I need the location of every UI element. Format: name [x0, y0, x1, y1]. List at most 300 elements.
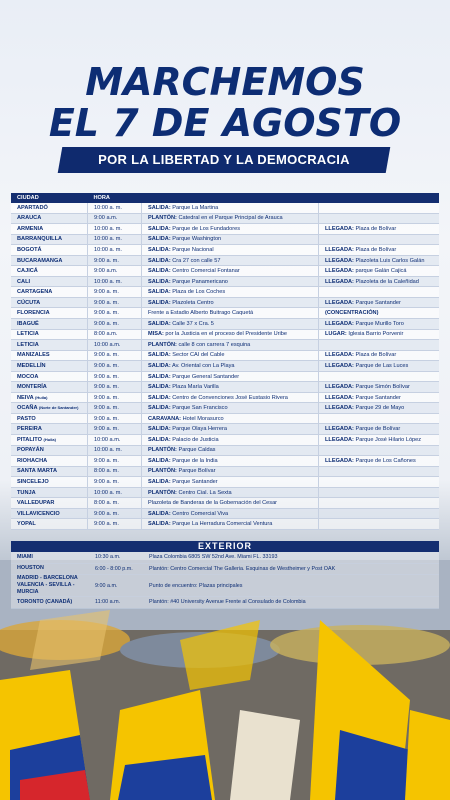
city-cell — [11, 255, 88, 266]
start-cell — [142, 319, 319, 330]
city-cell — [11, 435, 88, 446]
start-place: Parque Santander — [172, 478, 218, 485]
start-cell — [142, 255, 319, 266]
end-cell — [319, 203, 440, 213]
time-cell: 10:00 a. m. — [88, 276, 142, 287]
end-cell — [319, 487, 440, 498]
start-cell — [142, 361, 319, 372]
start-cell — [142, 519, 319, 530]
city-name: PEREIRA — [17, 426, 42, 433]
start-cell — [142, 266, 319, 277]
time-cell: 9:00 a. m. — [88, 477, 142, 488]
end-cell — [319, 519, 440, 530]
city-cell — [11, 445, 88, 456]
table-row — [11, 213, 439, 224]
exterior-time: 6:00 - 8:00 p.m. — [89, 563, 143, 575]
city-name: SANTA MARTA — [17, 468, 57, 475]
start-cell — [142, 297, 319, 308]
end-place: Plaza de Bolívar — [355, 352, 397, 359]
start-place: Hotel Morasurco — [182, 415, 224, 422]
table-row — [11, 319, 439, 330]
start-place: Parque San Francisco — [172, 405, 228, 412]
city-name: MANIZALES — [17, 352, 50, 359]
end-label: LLEGADA: — [325, 436, 354, 443]
end-place: Parque Santander — [355, 299, 401, 306]
table-row — [11, 456, 439, 467]
city-cell — [11, 382, 88, 393]
start-place: Parque Nacional — [172, 246, 214, 253]
exterior-city: HOUSTON — [11, 563, 89, 575]
city-cell — [11, 340, 88, 351]
end-label: LLEGADA: — [325, 405, 354, 412]
time-cell: 10:00 a.m. — [88, 340, 142, 351]
end-place: parque Galán Cajicá — [355, 268, 407, 275]
table-row — [11, 350, 439, 361]
city-cell — [11, 403, 88, 414]
table-row — [11, 203, 439, 213]
city-cell — [11, 245, 88, 256]
city-name: IBAGUÉ — [17, 320, 39, 327]
start-place: Parque La Herradura Comercial Ventura — [172, 521, 273, 528]
time-cell: 9:00 a. m. — [88, 424, 142, 435]
start-place: Parque de la India — [172, 457, 218, 464]
city-name: FLORENCIA — [17, 310, 50, 317]
table-row — [11, 329, 439, 340]
table-row — [11, 245, 439, 256]
exterior-row — [11, 552, 439, 563]
time-cell: 10:00 a. m. — [88, 203, 142, 213]
city-cell — [11, 297, 88, 308]
city-cell — [11, 498, 88, 509]
title-line-2: EL 7 DE AGOSTO — [48, 101, 402, 145]
subtitle-banner — [58, 147, 391, 173]
end-cell — [319, 477, 440, 488]
start-place: por la Justicia en el proceso del Presidente Uribe — [165, 331, 287, 338]
schedule-rows — [11, 203, 439, 529]
city-name: CARTAGENA — [17, 289, 53, 296]
time-cell: 9:00 a.m. — [88, 213, 142, 224]
city-note: (Huila) — [35, 394, 48, 400]
start-cell — [142, 245, 319, 256]
end-cell — [319, 329, 440, 340]
exterior-section — [11, 541, 439, 609]
table-row — [11, 519, 439, 530]
start-label: PLANTÓN: — [148, 215, 177, 222]
time-cell: 10:00 a. m. — [88, 234, 142, 245]
table-row — [11, 308, 439, 319]
start-cell — [142, 392, 319, 403]
city-cell — [11, 508, 88, 519]
city-cell — [11, 234, 88, 245]
end-label: LLEGADA: — [325, 384, 354, 391]
end-place: Plaza de Bolívar — [355, 225, 397, 232]
city-cell — [11, 350, 88, 361]
city-name: LETICIA — [17, 341, 39, 348]
start-label: PLANTÓN: — [148, 447, 177, 454]
city-name: MONTERÍA — [17, 384, 47, 391]
start-cell — [142, 329, 319, 340]
end-place: Iglesia Barrio Porvenir — [348, 331, 404, 338]
city-cell — [11, 413, 88, 424]
start-label: SALIDA: — [148, 289, 171, 296]
start-place: calle 8 con carrera 7 esquina — [178, 341, 251, 348]
time-cell: 9:00 a. m. — [88, 287, 142, 298]
start-label: SALIDA: — [148, 225, 171, 232]
end-label: LLEGADA: — [325, 257, 354, 264]
title-line-1: MARCHEMOS — [85, 60, 365, 104]
start-place: Plaza María Varilla — [172, 384, 219, 391]
start-cell — [142, 340, 319, 351]
end-cell — [319, 498, 440, 509]
end-cell — [319, 340, 440, 351]
start-place: Parque Washington — [172, 236, 222, 243]
start-place: Centro de Convenciones José Eustasio Rivera — [172, 394, 288, 401]
start-label: SALIDA: — [148, 426, 171, 433]
end-label: LLEGADA: — [325, 352, 354, 359]
time-cell: 10:00 a.m. — [88, 435, 142, 446]
start-place: Parque Panamericano — [172, 278, 228, 285]
start-label: SALIDA: — [148, 394, 171, 401]
start-label: SALIDA: — [148, 384, 171, 391]
exterior-row — [11, 563, 439, 575]
city-name: PITALITO — [17, 436, 42, 443]
end-place: Parque Murillo Toro — [355, 320, 404, 327]
start-cell — [142, 435, 319, 446]
start-place: Centro Cial. La Sexta — [178, 489, 232, 496]
city-cell — [11, 308, 88, 319]
start-label: SALIDA: — [148, 362, 171, 369]
city-name: CAJICÁ — [17, 268, 38, 275]
end-place: Plazoleta de la Caleñidad — [355, 278, 419, 285]
city-cell — [11, 361, 88, 372]
city-name: RIOHACHA — [17, 457, 48, 464]
column-header-end — [319, 193, 440, 203]
exterior-place: Plaza Colombia 6805 SW 52nd Ave. Miami FL. 33193 — [143, 552, 439, 563]
table-header-row — [11, 193, 439, 203]
start-cell — [142, 203, 319, 213]
city-cell — [11, 519, 88, 530]
table-row — [11, 445, 439, 456]
end-cell — [319, 392, 440, 403]
time-cell: 9:00 a. m. — [88, 361, 142, 372]
city-cell — [11, 266, 88, 277]
end-cell — [319, 361, 440, 372]
start-label: SALIDA: — [148, 510, 171, 517]
start-place: Calle 37 x Cra. 5 — [172, 320, 214, 327]
city-name: MEDELLÍN — [17, 362, 46, 369]
city-name: POPAYÁN — [17, 447, 44, 454]
page-title — [0, 62, 450, 144]
exterior-place: Punto de encuentro: Plazas principales — [143, 575, 439, 597]
city-name: OCAÑA — [17, 405, 38, 412]
city-cell — [11, 477, 88, 488]
start-place: Palacio de Justicia — [172, 436, 219, 443]
city-cell — [11, 213, 88, 224]
end-label: LLEGADA: — [325, 299, 354, 306]
start-place: Parque General Santander — [172, 373, 240, 380]
end-cell — [319, 287, 440, 298]
end-label: LLEGADA: — [325, 457, 354, 464]
city-cell — [11, 203, 88, 213]
exterior-table — [11, 552, 439, 609]
end-cell — [319, 308, 440, 319]
end-cell — [319, 350, 440, 361]
city-name: CÚCUTA — [17, 299, 41, 306]
start-cell — [142, 456, 319, 467]
time-cell: 9:00 a. m. — [88, 297, 142, 308]
start-place: Parque La Martina — [172, 204, 219, 211]
time-cell: 8:00 a.m. — [88, 329, 142, 340]
time-cell: 8:00 a. m. — [88, 498, 142, 509]
start-cell — [142, 382, 319, 393]
start-label: SALIDA: — [148, 352, 171, 359]
end-cell — [319, 435, 440, 446]
start-cell — [142, 498, 319, 509]
column-header-city: CIUDAD — [11, 193, 88, 203]
exterior-row — [11, 597, 439, 609]
end-cell — [319, 424, 440, 435]
exterior-time: 11:00 a.m. — [89, 597, 143, 609]
end-cell — [319, 382, 440, 393]
time-cell: 9:00 a. m. — [88, 413, 142, 424]
end-place: Parque de Las Luces — [355, 362, 409, 369]
end-label: LLEGADA: — [325, 362, 354, 369]
time-cell: 9:00 a. m. — [88, 508, 142, 519]
column-header-start — [142, 193, 319, 203]
start-cell — [142, 403, 319, 414]
start-label: SALIDA: — [148, 478, 171, 485]
start-cell — [142, 308, 319, 319]
start-cell — [142, 445, 319, 456]
city-cell — [11, 456, 88, 467]
city-name: APARTADÓ — [17, 204, 48, 211]
time-cell: 9:00 a.m. — [88, 266, 142, 277]
time-cell: 9:00 a. m. — [88, 392, 142, 403]
table-row — [11, 403, 439, 414]
time-cell: 10:00 a. m. — [88, 487, 142, 498]
end-cell — [319, 413, 440, 424]
time-cell: 9:00 a. m. — [88, 319, 142, 330]
table-row — [11, 413, 439, 424]
end-cell — [319, 508, 440, 519]
start-label: CARAVANA: — [148, 415, 182, 422]
end-place: Plazoleta Luis Carlos Galán — [355, 257, 425, 264]
end-place: Parque Santander — [355, 394, 401, 401]
table-row — [11, 266, 439, 277]
exterior-heading: EXTERIOR — [11, 541, 439, 552]
end-cell — [319, 319, 440, 330]
city-name: SINCELEJO — [17, 478, 49, 485]
time-cell: 9:00 a. m. — [88, 350, 142, 361]
table-row — [11, 382, 439, 393]
end-cell — [319, 297, 440, 308]
end-cell — [319, 445, 440, 456]
table-row — [11, 487, 439, 498]
time-cell: 10:00 a. m. — [88, 245, 142, 256]
end-cell — [319, 266, 440, 277]
time-cell: 9:00 a. m. — [88, 255, 142, 266]
schedule-table — [11, 193, 439, 530]
end-cell — [319, 456, 440, 467]
time-cell: 9:00 a. m. — [88, 519, 142, 530]
table-row — [11, 234, 439, 245]
end-place: Parque Simón Bolívar — [355, 384, 410, 391]
time-cell: 9:00 a. m. — [88, 308, 142, 319]
city-cell — [11, 487, 88, 498]
start-label: SALIDA: — [148, 236, 171, 243]
start-place: Parque Olaya Herrera — [172, 426, 227, 433]
exterior-time: 9:00 a.m. — [89, 575, 143, 597]
start-label: PLANTÓN: — [148, 341, 177, 348]
start-cell — [142, 224, 319, 235]
end-cell — [319, 276, 440, 287]
table-row — [11, 435, 439, 446]
end-cell — [319, 403, 440, 414]
start-label: SALIDA: — [148, 457, 171, 464]
end-cell — [319, 466, 440, 477]
table-row — [11, 498, 439, 509]
start-place: Plazoleta de Banderas de la Gobernación del Cesar — [148, 500, 278, 507]
start-cell — [142, 371, 319, 382]
end-cell — [319, 213, 440, 224]
city-cell — [11, 392, 88, 403]
end-cell — [319, 234, 440, 245]
city-name: BOGOTÁ — [17, 246, 42, 253]
start-place: Plazoleta Centro — [172, 299, 214, 306]
start-label: SALIDA: — [148, 299, 171, 306]
exterior-row — [11, 575, 439, 597]
start-label: SALIDA: — [148, 246, 171, 253]
table-row — [11, 287, 439, 298]
start-label: SALIDA: — [148, 278, 171, 285]
time-cell: 9:00 a. m. — [88, 403, 142, 414]
city-name: YOPAL — [17, 521, 36, 528]
city-cell — [11, 466, 88, 477]
end-place: Parque 29 de Mayo — [355, 405, 405, 412]
end-cell — [319, 245, 440, 256]
start-label: SALIDA: — [148, 521, 171, 528]
city-cell — [11, 287, 88, 298]
table-row — [11, 371, 439, 382]
start-cell — [142, 350, 319, 361]
end-place: Parque de Bolívar — [355, 426, 401, 433]
start-cell — [142, 276, 319, 287]
start-place: Centro Comercial Viva — [172, 510, 229, 517]
city-cell — [11, 371, 88, 382]
city-cell — [11, 329, 88, 340]
city-name: ARAUCA — [17, 215, 42, 222]
city-name: CALI — [17, 278, 31, 285]
start-label: PLANTÓN: — [148, 468, 177, 475]
city-name: BUCARAMANGA — [17, 257, 63, 264]
city-name: BARRANQUILLA — [17, 236, 63, 243]
table-row — [11, 340, 439, 351]
column-header-time: HORA — [88, 193, 142, 203]
city-cell — [11, 424, 88, 435]
exterior-time: 10:30 a.m. — [89, 552, 143, 563]
start-cell — [142, 413, 319, 424]
start-cell — [142, 424, 319, 435]
end-place: Parque de Los Cañones — [355, 457, 416, 464]
city-name: PASTO — [17, 415, 36, 422]
start-place: Plaza de Los Coches — [172, 289, 226, 296]
subtitle-text: POR LA LIBERTAD Y LA DEMOCRACIA — [98, 152, 350, 167]
city-name: LETICIA — [17, 331, 39, 338]
end-label: LLEGADA: — [325, 246, 354, 253]
city-cell — [11, 224, 88, 235]
start-cell — [142, 287, 319, 298]
end-cell — [319, 255, 440, 266]
end-cell — [319, 371, 440, 382]
exterior-place: Plantón: #40 University Avenue Frente al Consulado de Colombia — [143, 597, 439, 609]
end-label: LLEGADA: — [325, 278, 354, 285]
table-row — [11, 424, 439, 435]
start-cell — [142, 466, 319, 477]
city-name: MOCOA — [17, 373, 39, 380]
start-label: SALIDA: — [148, 268, 171, 275]
start-label: SALIDA: — [148, 204, 171, 211]
city-note: (Huila) — [43, 436, 56, 442]
end-label: LLEGADA: — [325, 426, 354, 433]
start-place: Av. Oriental con La Playa — [171, 362, 235, 369]
time-cell: 8:00 a. m. — [88, 466, 142, 477]
table-row — [11, 224, 439, 235]
end-place: Parque José Hilario López — [355, 436, 422, 443]
time-cell: 10:00 a. m. — [88, 224, 142, 235]
start-cell — [142, 508, 319, 519]
start-cell — [142, 234, 319, 245]
end-cell — [319, 224, 440, 235]
start-cell — [142, 477, 319, 488]
city-name: ARMENIA — [17, 225, 44, 232]
time-cell: 9:00 a. m. — [88, 456, 142, 467]
end-place: Plaza de Bolívar — [355, 246, 397, 253]
table-row — [11, 508, 439, 519]
city-note: (Norte de Santander) — [38, 405, 79, 411]
table-row — [11, 297, 439, 308]
start-label: SALIDA: — [148, 373, 171, 380]
table-row — [11, 255, 439, 266]
start-place: Catedral en el Parque Principal de Arauca — [178, 215, 283, 222]
time-cell: 9:00 a. m. — [88, 371, 142, 382]
start-label: SALIDA: — [148, 436, 171, 443]
start-place: Parque Caldas — [178, 447, 216, 454]
city-cell — [11, 276, 88, 287]
start-place: Centro Comercial Fontanar — [172, 268, 240, 275]
table-row — [11, 477, 439, 488]
end-label: LLEGADA: — [325, 394, 354, 401]
table-row — [11, 466, 439, 477]
time-cell: 10:00 a. m. — [88, 445, 142, 456]
start-place: Sector CAI del Cable — [172, 352, 225, 359]
end-label: (CONCENTRACIÓN) — [325, 310, 379, 317]
start-label: SALIDA: — [148, 257, 171, 264]
city-cell — [11, 319, 88, 330]
end-label: LUGAR: — [325, 331, 347, 338]
start-label: SALIDA: — [148, 405, 171, 412]
time-cell: 9:00 a. m. — [88, 382, 142, 393]
city-name: NEIVA — [17, 394, 34, 401]
city-name: TUNJA — [17, 489, 36, 496]
start-label: PLANTÓN: — [148, 489, 177, 496]
exterior-city: MIAMI — [11, 552, 89, 563]
end-label: LLEGADA: — [325, 268, 354, 275]
start-place: Parque de Los Fundadores — [172, 225, 241, 232]
start-label: MISA: — [148, 331, 164, 338]
end-label: LLEGADA: — [325, 320, 354, 327]
table-row — [11, 392, 439, 403]
exterior-city: MADRID - BARCELONA VALENCIA - SEVILLA - MURCIA — [11, 575, 89, 597]
